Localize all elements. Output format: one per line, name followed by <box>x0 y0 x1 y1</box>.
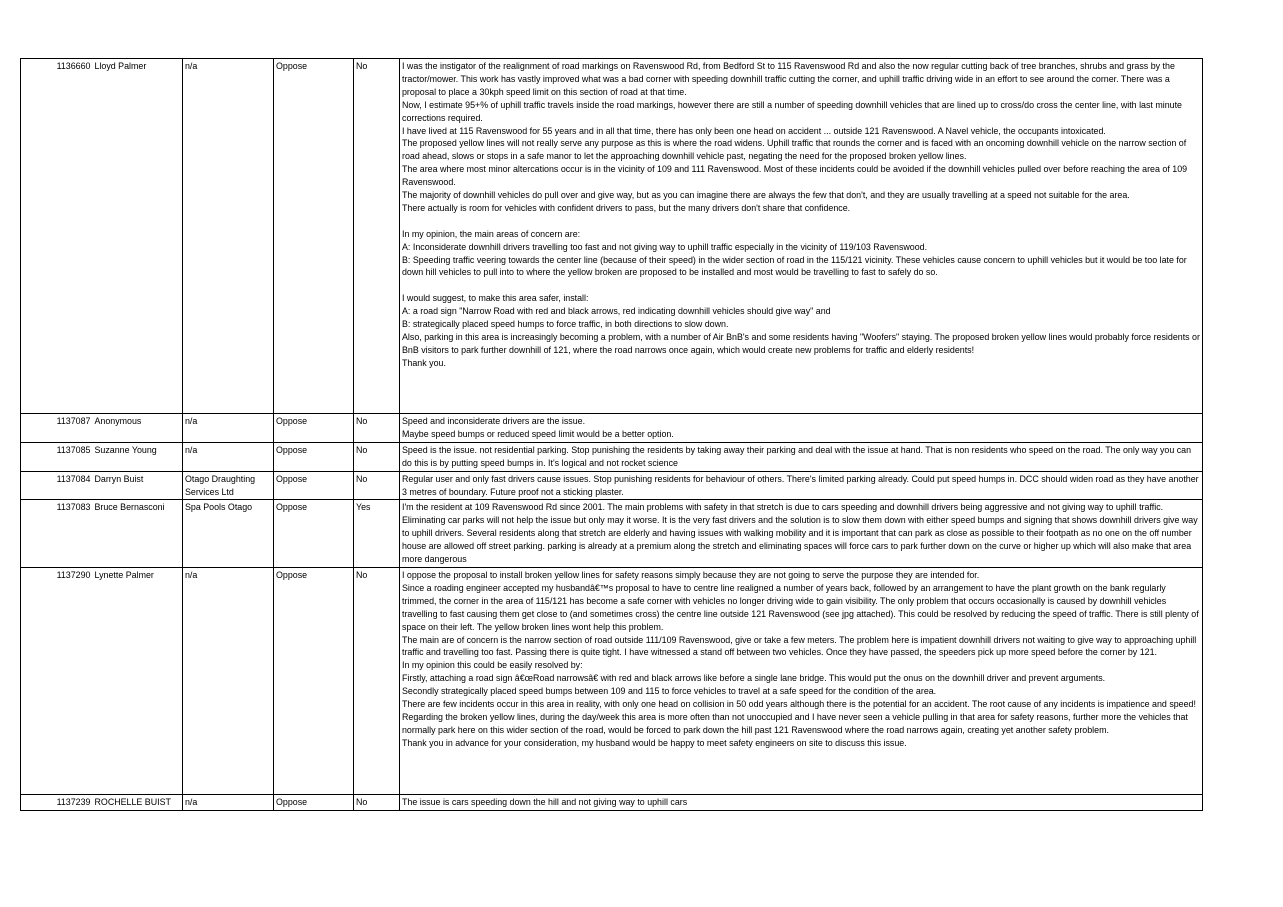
comment-paragraph: The majority of downhill vehicles do pull over and give way, but as you can imagine there are always the few that don't, and they are usually travelling at a speed not suitable for the area. <box>402 190 1130 201</box>
table-row <box>21 442 1203 471</box>
comment-paragraph: Thank you. <box>402 357 446 368</box>
submitter-name: Anonymous <box>93 414 183 443</box>
submission-id: 1137239 <box>21 794 93 810</box>
comment-paragraph: In my opinion, the main areas of concern are: <box>402 228 581 239</box>
comment-paragraph: In my opinion this could be easily resolved by: <box>402 660 583 671</box>
comment-paragraph <box>402 279 1200 292</box>
table-row <box>21 567 1203 794</box>
comment-paragraph: Regarding the broken yellow lines, during the day/week this area is more often than not unoccupied and I have never seen a vehicle pulling in that area for safety reasons, further more the vehicles that normally park here on this wider section of the road, would be forced to park down the hill past 121 Ravenswood where the road narrows again, creating yet another safety problem. <box>402 711 1188 735</box>
submission-id: 1137087 <box>21 414 93 443</box>
table-row <box>21 794 1203 810</box>
organisation: n/a <box>183 442 274 471</box>
comment-paragraph: Speed and inconsiderate drivers are the issue. <box>402 416 586 426</box>
organisation: Spa Pools Otago <box>183 500 274 568</box>
comment <box>400 471 1203 500</box>
submissions-table <box>20 58 1203 811</box>
comment <box>400 500 1203 568</box>
position: Oppose <box>274 414 354 443</box>
comment-paragraph: The main are of concern is the narrow section of road outside 111/109 Ravenswood, give or take a few meters. The problem here is impatient downhill drivers not waiting to give way to approaching uphill traffic and travelling too fast. Passing there is quite tight. I have witnessed a stand off between two vehicles. Once they have passed, the speeders pick up more speed before the corner by 121. <box>402 634 1197 658</box>
wish-to-speak: No <box>354 567 400 794</box>
position: Oppose <box>274 500 354 568</box>
comment-paragraph: Firstly, attaching a road sign â€œRoad narrowsâ€ with red and black arrows like before a single lane bridge. This would put the onus on the downhill driver and prevent arguments. <box>402 673 1106 684</box>
submitter-name: ROCHELLE BUIST <box>93 794 183 810</box>
wish-to-speak: No <box>354 794 400 810</box>
comment <box>400 59 1203 414</box>
comment <box>400 567 1203 794</box>
submission-id: 1137085 <box>21 442 93 471</box>
comment-paragraph: There actually is room for vehicles with confident drivers to pass, but the many drivers don't share that confidence. <box>402 202 851 213</box>
comment <box>400 794 1203 810</box>
comment-paragraph: A: Inconsiderate downhill drivers travelling too fast and not giving way to uphill traffic especially in the vicinity of 119/103 Ravenswood. <box>402 241 928 252</box>
comment-paragraph: B: strategically placed speed humps to force traffic, in both directions to slow down. <box>402 319 729 330</box>
submitter-name: Darryn Buist <box>93 471 183 500</box>
comment-paragraph: A: a road sign "Narrow Road with red and black arrows, red indicating downhill vehicles should give way" and <box>402 306 831 317</box>
comment-paragraph: I would suggest, to make this area safer, install: <box>402 293 589 304</box>
comment-paragraph: Maybe speed bumps or reduced speed limit would be a better option. <box>402 428 674 439</box>
comment-paragraph: Secondly strategically placed speed bumps between 109 and 115 to force vehicles to travel at a safe speed for the condition of the area. <box>402 686 937 697</box>
comment-paragraph: I have lived at 115 Ravenswood for 55 years and in all that time, there has only been one head on accident ... outside 121 Ravenswood. A Navel vehicle, the occupants intoxicated. <box>402 125 1106 136</box>
comment-paragraph: Thank you in advance for your consideration, my husband would be happy to meet safety engineers on site to discuss this issue. <box>402 737 907 748</box>
comment-paragraph: The issue is cars speeding down the hill and not giving way to uphill cars <box>402 796 688 807</box>
table-row <box>21 59 1203 414</box>
comment-paragraph: I oppose the proposal to install broken yellow lines for safety reasons simply because they are not going to serve the purpose they are intended for. <box>402 569 980 580</box>
wish-to-speak: Yes <box>354 500 400 568</box>
organisation: n/a <box>183 414 274 443</box>
table-row <box>21 414 1203 443</box>
comment-paragraph: Speed is the issue. not residential parking. Stop punishing the residents by taking away their parking and deal with the issue at hand. That is non residents who speed on the road. The only way you can do this is by putting speed bumps in. It's logical and not rocket science <box>402 444 1192 468</box>
organisation: n/a <box>183 794 274 810</box>
submitter-name: Suzanne Young <box>93 442 183 471</box>
comment-paragraph: I'm the resident at 109 Ravenswood Rd since 2001. The main problems with safety in that stretch is due to cars speeding and downhill drivers being aggressive and not giving way to uphill traffic. Eliminating car parks will not help the issue but only may it worse. It is the very fast drivers and the solution is to slow them down with either speed bumps and signing that shows downhill drivers give way to uphill drivers. Several residents along that stretch are elderly and having issues with walking mobility and it is important that can park as close as possible to their footpath as no one on the off number house are allowed off street parking. parking is already at a premium along the stretch and eliminating spaces will force cars to park further down on the curve or higher up which will also make that area more dangerous <box>402 502 1198 565</box>
position: Oppose <box>274 59 354 414</box>
wish-to-speak: No <box>354 414 400 443</box>
submitter-name: Lloyd Palmer <box>93 59 183 414</box>
organisation: n/a <box>183 567 274 794</box>
comment-paragraph <box>402 215 1200 228</box>
comment-paragraph: Since a roading engineer accepted my husbandâ€™s proposal to have to centre line realigned a number of years back, followed by an arrangement to have the plant growth on the bank regularly trimmed, the corner in the area of 115/121 has become a safe corner with vehicles no longer driving wide to gain visibility. The only problem that occurs occasionally is caused by downhill vehicles travelling to fast causing them get close to (and sometimes cross) the centre line outside 121 Ravenswood (see jpg attached). This could be resolved by reducing the speed of traffic. There is still plenty of space on their left. The yellow broken lines wont help this problem. <box>402 582 1199 632</box>
organisation: n/a <box>183 59 274 414</box>
position: Oppose <box>274 794 354 810</box>
table-row <box>21 500 1203 568</box>
position: Oppose <box>274 471 354 500</box>
submitter-name: Bruce Bernasconi <box>93 500 183 568</box>
comment <box>400 414 1203 443</box>
table-row <box>21 471 1203 500</box>
submitter-name: Lynette Palmer <box>93 567 183 794</box>
wish-to-speak: No <box>354 471 400 500</box>
comment-paragraph: I was the instigator of the realignment of road markings on Ravenswood Rd, from Bedford St to 115 Ravenswood Rd and also the now regular cutting back of tree branches, shrubs and grass by the tractor/mower. This work has vastly improved what was a bad corner with speeding downhill traffic cutting the corner, and uphill traffic driving wide in an effort to see around the corner. There was a proposal to place a 30kph speed limit on this section of road at that time. <box>402 61 1175 97</box>
comment-paragraph: Regular user and only fast drivers cause issues. Stop punishing residents for behaviour of others. There's limited parking already. Could put speed humps in. DCC should widen road as they have another 3 metres of boundary. Future proof not a sticking plaster. <box>402 473 1199 497</box>
wish-to-speak: No <box>354 59 400 414</box>
comment-paragraph: The area where most minor altercations occur is in the vicinity of 109 and 111 Ravenswood. Most of these incidents could be avoided if the downhill vehicles pulled over before reaching the area of 109 Ravenswood. <box>402 164 1188 188</box>
submission-id: 1137084 <box>21 471 93 500</box>
wish-to-speak: No <box>354 442 400 471</box>
comment-paragraph: The proposed yellow lines will not really serve any purpose as this is where the road widens. Uphill traffic that rounds the corner and is faced with an oncoming downhill vehicle on the narrow section of road ahead, slows or stops in a safe manor to let the approaching downhill vehicle past, negating the need for the proposed broken yellow lines. <box>402 138 1187 162</box>
organisation: Otago Draughting Services Ltd <box>183 471 274 500</box>
comment-paragraph: There are few incidents occur in this area in reality, with only one head on collision in 50 odd years although there is the potential for an accident. The root cause of any incidents is impatience and speed! <box>402 699 1196 710</box>
comment <box>400 442 1203 471</box>
comment-paragraph: B: Speeding traffic veering towards the center line (because of their speed) in the wider section of road in the 115/121 vicinity. These vehicles cause concern to uphill vehicles but it would be too late for down hill vehicles to pull into to where the yellow broken are proposed to be installed and most would be travelling to fast to safely do so. <box>402 254 1187 278</box>
submission-id: 1137083 <box>21 500 93 568</box>
comment-paragraph: Now, I estimate 95+% of uphill traffic travels inside the road markings, however there are still a number of speeding downhill vehicles that are lined up to cross/do cross the center line, with last minute corrections required. <box>402 99 1182 123</box>
position: Oppose <box>274 442 354 471</box>
submission-id: 1137290 <box>21 567 93 794</box>
comment-paragraph: Also, parking in this area is increasingly becoming a problem, with a number of Air BnB's and some residents having "Woofers" staying. The proposed broken yellow lines would probably force residents or BnB visitors to park further downhill of 121, where the road narrows once again, which would create new problems for traffic and elderly residents! <box>402 332 1200 355</box>
submission-id: 1136660 <box>21 59 93 414</box>
position: Oppose <box>274 567 354 794</box>
